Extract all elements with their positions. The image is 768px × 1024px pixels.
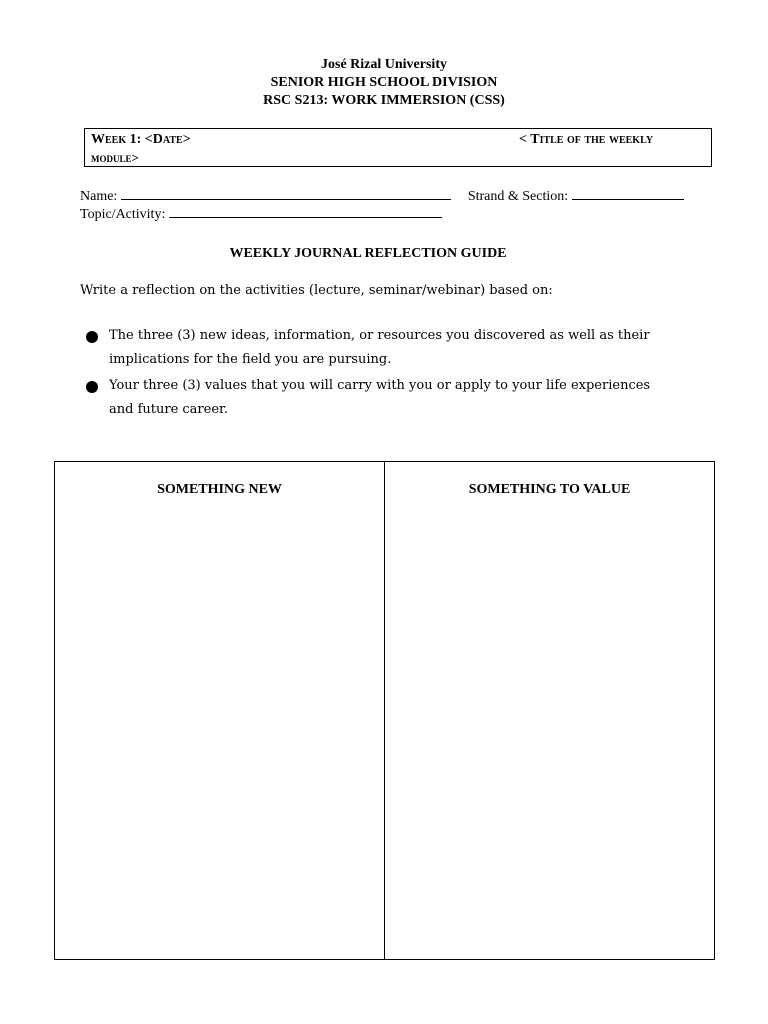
division-name: SENIOR HIGH SCHOOL DIVISION [270,75,498,90]
module-title-placeholder: < Title of the weekly [519,132,654,147]
university-name: José Rizal University [321,57,447,72]
reflection-table [54,461,715,960]
course-title: RSC S213: WORK IMMERSION (CSS) [263,93,505,108]
week-info-box [84,128,712,167]
strand-section-blank[interactable] [572,187,684,200]
document-header [0,56,768,110]
bullet-icon [86,331,98,343]
guide-title: WEEKLY JOURNAL REFLECTION GUIDE [229,246,507,261]
list-item [86,324,666,372]
something-new-column[interactable] [55,462,384,959]
bullet-icon [86,381,98,393]
topic-row [80,205,442,223]
guide-intro: Write a reflection on the activities (lecture, seminar/webinar) based on: [80,283,553,298]
something-to-value-column[interactable] [384,462,714,959]
list-item [86,374,666,422]
name-row [80,187,684,205]
something-to-value-heading: SOMETHING TO VALUE [468,482,631,497]
topic-blank[interactable] [169,205,442,218]
name-label: Name: [80,189,118,204]
module-title-continuation: module> [91,150,139,165]
guide-bullets [86,324,666,424]
topic-label: Topic/Activity: [80,207,166,222]
strand-section-label: Strand & Section: [467,189,569,204]
something-new-heading: SOMETHING NEW [157,482,282,497]
bullet-text: Your three (3) values that you will carry with you or apply to your life experiences and future career. [109,378,651,417]
bullet-text: The three (3) new ideas, information, or resources you discovered as well as their implications for the field you are pursuing. [109,328,650,367]
week-date-label: Week 1: <Date> [91,132,191,147]
name-blank[interactable] [121,187,451,200]
